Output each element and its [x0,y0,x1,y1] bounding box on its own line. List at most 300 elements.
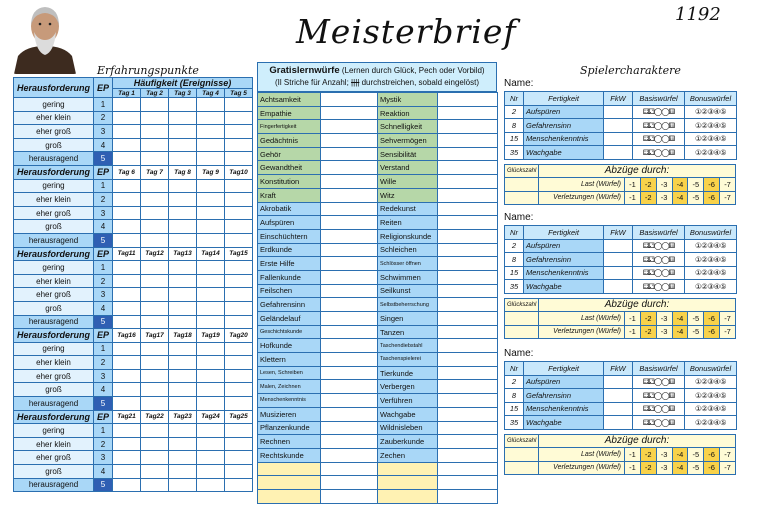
tally-cell[interactable] [225,98,253,112]
tally-cell[interactable] [438,202,498,216]
tally-cell[interactable] [113,193,141,207]
day-label: Tag13 [169,247,197,261]
tally-cell[interactable] [169,301,197,315]
tally-cell[interactable] [141,288,169,302]
tally-cell[interactable] [141,301,169,315]
tally-cell[interactable] [438,366,498,380]
ep-value: 4 [94,138,113,152]
tally-cell[interactable] [141,179,169,193]
tally-cell[interactable] [321,366,378,380]
tally-cell[interactable] [225,397,253,411]
base-dice-icon[interactable]: ⚃⚁◯◯⚅ [633,105,685,119]
challenge-header: Herausforderung [14,247,94,261]
tally-cell[interactable] [169,437,197,451]
tally-cell[interactable] [225,478,253,492]
fkw-cell[interactable] [604,105,633,119]
luck-cell[interactable] [505,448,539,462]
right-section-title: Spielercharaktere [580,64,681,77]
tally-cell[interactable] [169,125,197,139]
tally-cell[interactable] [141,369,169,383]
ep-value: 1 [94,179,113,193]
tally-cell[interactable] [225,179,253,193]
tally-cell[interactable] [225,437,253,451]
tally-cell[interactable] [169,98,197,112]
tally-cell[interactable] [197,111,225,125]
tally-cell[interactable] [197,356,225,370]
tally-cell[interactable] [141,220,169,234]
tally-cell[interactable] [197,179,225,193]
tally-cell[interactable] [169,342,197,356]
tally-cell[interactable] [113,424,141,438]
tally-cell[interactable] [438,175,498,189]
deduction-value[interactable]: -2 [640,448,656,462]
tally-cell[interactable] [321,312,378,326]
column-header: Bonuswürfel [685,226,737,240]
fkw-cell[interactable] [604,402,633,416]
deduction-value[interactable]: -2 [640,191,656,205]
tally-cell[interactable] [321,394,378,408]
fkw-cell[interactable] [604,389,633,403]
tally-cell[interactable] [169,261,197,275]
base-dice-icon[interactable]: ⚃⚁◯◯⚅ [633,239,685,253]
tally-cell[interactable] [321,476,378,490]
tally-cell[interactable] [197,288,225,302]
tally-cell[interactable] [141,111,169,125]
tally-cell[interactable] [321,161,378,175]
tally-cell[interactable] [141,206,169,220]
tally-cell[interactable] [321,462,378,476]
tally-cell[interactable] [197,465,225,479]
tally-cell[interactable] [225,138,253,152]
tally-cell[interactable] [141,451,169,465]
deduction-value[interactable]: -2 [640,325,656,339]
deduction-value[interactable]: -7 [720,325,736,339]
deduction-value[interactable]: -3 [656,461,672,475]
tally-cell[interactable] [321,421,378,435]
tally-cell[interactable] [438,462,498,476]
deduction-value[interactable]: -1 [625,448,641,462]
tally-cell[interactable] [141,478,169,492]
tally-cell[interactable] [321,175,378,189]
tally-cell[interactable] [169,356,197,370]
tally-cell[interactable] [169,424,197,438]
bonus-dice-icon[interactable]: ①②③④⑤ [685,416,737,430]
deduction-value[interactable]: -1 [625,312,641,326]
challenge-level: eher klein [14,437,94,451]
tally-cell[interactable] [438,435,498,449]
base-dice-icon[interactable]: ⚃⚁◯◯⚅ [633,280,685,294]
tally-cell[interactable] [141,424,169,438]
deduction-value[interactable]: -3 [656,191,672,205]
tally-cell[interactable] [438,476,498,490]
base-dice-icon[interactable]: ⚃⚁◯◯⚅ [633,132,685,146]
tally-cell[interactable] [225,301,253,315]
tally-cell[interactable] [321,243,378,257]
tally-cell[interactable] [438,243,498,257]
character-skill-row [505,119,737,133]
deduction-value[interactable]: -5 [688,325,704,339]
tally-cell[interactable] [169,233,197,247]
base-dice-icon[interactable]: ⚃⚁◯◯⚅ [633,416,685,430]
skill-name: Malen, Zeichnen [258,380,321,394]
luck-cell[interactable] [505,325,539,339]
tally-cell[interactable] [113,397,141,411]
tally-cell[interactable] [169,288,197,302]
tally-cell[interactable] [113,301,141,315]
tally-cell[interactable] [113,437,141,451]
deduction-value[interactable]: -5 [688,448,704,462]
deduction-value[interactable]: -7 [720,191,736,205]
tally-cell[interactable] [113,125,141,139]
deduction-value[interactable]: -1 [625,191,641,205]
tally-cell[interactable] [321,298,378,312]
tally-cell[interactable] [169,152,197,166]
tally-cell[interactable] [113,478,141,492]
base-dice-icon[interactable]: ⚃⚁◯◯⚅ [633,266,685,280]
base-dice-icon[interactable]: ⚃⚁◯◯⚅ [633,253,685,267]
skill-name: Gewandtheit [258,161,321,175]
tally-cell[interactable] [321,202,378,216]
tally-cell[interactable] [197,397,225,411]
tally-cell[interactable] [321,407,378,421]
deduction-value[interactable]: -4 [672,191,688,205]
tally-cell[interactable] [321,106,378,120]
tally-cell[interactable] [141,152,169,166]
tally-cell[interactable] [169,206,197,220]
tally-cell[interactable] [141,233,169,247]
ep-value: 2 [94,111,113,125]
tally-cell[interactable] [141,356,169,370]
tally-cell[interactable] [225,274,253,288]
tally-cell[interactable] [225,125,253,139]
bonus-dice-icon[interactable]: ①②③④⑤ [685,105,737,119]
tally-cell[interactable] [113,342,141,356]
deduction-value[interactable]: -6 [704,448,720,462]
tally-cell[interactable] [225,111,253,125]
day-label: Tag25 [225,410,253,424]
challenge-level: eher klein [14,274,94,288]
tally-cell[interactable] [438,93,498,107]
bonus-dice-icon[interactable]: ①②③④⑤ [685,253,737,267]
tally-cell[interactable] [197,424,225,438]
tally-cell[interactable] [321,339,378,353]
deduction-value[interactable]: -1 [625,461,641,475]
tally-cell[interactable] [321,93,378,107]
bonus-dice-icon[interactable]: ①②③④⑤ [685,239,737,253]
luck-cell[interactable] [505,191,539,205]
tally-cell[interactable] [113,274,141,288]
base-dice-icon[interactable]: ⚃⚁◯◯⚅ [633,402,685,416]
skill-name: Singen [378,312,438,326]
tally-cell[interactable] [197,315,225,329]
tally-cell[interactable] [438,339,498,353]
tally-cell[interactable] [225,356,253,370]
tally-cell[interactable] [438,270,498,284]
deduction-value[interactable]: -6 [704,178,720,192]
fkw-cell[interactable] [604,416,633,430]
tally-cell[interactable] [169,369,197,383]
column-header: Bonuswürfel [685,92,737,106]
deduction-value[interactable]: -5 [688,191,704,205]
tally-cell[interactable] [141,138,169,152]
tally-cell[interactable] [321,435,378,449]
tally-cell[interactable] [321,380,378,394]
tally-cell[interactable] [113,356,141,370]
tally-cell[interactable] [197,451,225,465]
tally-cell[interactable] [321,147,378,161]
fkw-cell[interactable] [604,253,633,267]
deduction-value[interactable]: -3 [656,178,672,192]
skill-row [258,380,498,394]
day-label: Tag11 [113,247,141,261]
day-label: Tag18 [169,329,197,343]
tally-cell[interactable] [141,315,169,329]
tally-cell[interactable] [169,451,197,465]
tally-cell[interactable] [225,342,253,356]
fkw-cell[interactable] [604,239,633,253]
bonus-dice-icon[interactable]: ①②③④⑤ [685,266,737,280]
skill-name: Seilkunst [378,284,438,298]
ep-header: EP [94,329,113,343]
skill-header-row [505,362,737,376]
deduction-value[interactable]: -4 [672,178,688,192]
tally-cell[interactable] [438,325,498,339]
base-dice-icon[interactable]: ⚃⚁◯◯⚅ [633,389,685,403]
fkw-cell[interactable] [604,280,633,294]
tally-cell[interactable] [113,465,141,479]
tally-cell[interactable] [113,152,141,166]
deduction-value[interactable]: -4 [672,312,688,326]
tally-cell[interactable] [321,448,378,462]
tally-cell[interactable] [113,206,141,220]
fkw-cell[interactable] [604,266,633,280]
skill-row [258,394,498,408]
tally-cell[interactable] [438,284,498,298]
deduction-value[interactable]: -6 [704,461,720,475]
tally-cell[interactable] [321,284,378,298]
day-label: Tag12 [141,247,169,261]
free-learning-header: Gratislernwürfe (Lernen durch Glück, Pech oder Vorbild) (Il Striche für Anzahl; |||| durchstreichen, sobald eingelöst) [257,62,497,92]
skill-row [258,120,498,134]
tally-cell[interactable] [141,465,169,479]
base-dice-icon[interactable]: ⚃⚁◯◯⚅ [633,146,685,160]
tally-cell[interactable] [169,138,197,152]
deduction-value[interactable]: -6 [704,325,720,339]
tally-cell[interactable] [141,383,169,397]
base-dice-icon[interactable]: ⚃⚁◯◯⚅ [633,119,685,133]
deduction-value[interactable]: -5 [688,461,704,475]
deduction-value[interactable]: -7 [720,461,736,475]
fkw-cell[interactable] [604,119,633,133]
fkw-cell[interactable] [604,375,633,389]
tally-cell[interactable] [438,216,498,230]
tally-cell[interactable] [225,451,253,465]
tally-cell[interactable] [321,120,378,134]
deduction-value[interactable]: -6 [704,191,720,205]
deduction-value[interactable]: -4 [672,325,688,339]
tally-cell[interactable] [321,188,378,202]
deduction-value[interactable]: -6 [704,312,720,326]
tally-cell[interactable] [438,407,498,421]
deduction-value[interactable]: -7 [720,178,736,192]
deductions-title: Abzüge durch: [539,164,736,178]
tally-cell[interactable] [197,193,225,207]
tally-cell[interactable] [197,152,225,166]
tally-cell[interactable] [225,369,253,383]
tally-cell[interactable] [225,288,253,302]
tally-cell[interactable] [225,383,253,397]
tally-cell[interactable] [438,188,498,202]
bonus-dice-icon[interactable]: ①②③④⑤ [685,402,737,416]
tally-cell[interactable] [438,298,498,312]
base-dice-icon[interactable]: ⚃⚁◯◯⚅ [633,375,685,389]
deduction-value[interactable]: -7 [720,448,736,462]
tally-cell[interactable] [169,383,197,397]
tally-cell[interactable] [141,274,169,288]
tally-cell[interactable] [113,98,141,112]
luck-cell[interactable] [505,461,539,475]
tally-cell[interactable] [197,301,225,315]
deduction-value[interactable]: -2 [640,178,656,192]
tally-cell[interactable] [438,448,498,462]
tally-cell[interactable] [438,120,498,134]
tally-cell[interactable] [169,220,197,234]
tally-cell[interactable] [197,478,225,492]
ep-value: 5 [94,152,113,166]
tally-cell[interactable] [113,315,141,329]
tally-cell[interactable] [113,220,141,234]
tally-cell[interactable] [197,274,225,288]
tally-cell[interactable] [141,193,169,207]
bonus-dice-icon[interactable]: ①②③④⑤ [685,280,737,294]
tally-cell[interactable] [321,229,378,243]
fkw-cell[interactable] [604,132,633,146]
deduction-value[interactable]: -4 [672,461,688,475]
tally-cell[interactable] [438,312,498,326]
tally-cell[interactable] [141,342,169,356]
luck-cell[interactable] [505,312,539,326]
tally-cell[interactable] [321,134,378,148]
tally-cell[interactable] [225,424,253,438]
tally-cell[interactable] [197,125,225,139]
tally-cell[interactable] [197,437,225,451]
tally-cell[interactable] [321,489,378,503]
tally-cell[interactable] [169,179,197,193]
tally-cell[interactable] [438,257,498,271]
tally-cell[interactable] [438,421,498,435]
tally-cell[interactable] [197,383,225,397]
deduction-value[interactable]: -2 [640,461,656,475]
deduction-value[interactable]: -3 [656,312,672,326]
deduction-value[interactable]: -2 [640,312,656,326]
tally-cell[interactable] [321,325,378,339]
tally-cell[interactable] [141,125,169,139]
tally-cell[interactable] [225,220,253,234]
tally-cell[interactable] [169,478,197,492]
luck-cell[interactable] [505,178,539,192]
deduction-value[interactable]: -4 [672,448,688,462]
challenge-row [14,261,253,275]
tally-cell[interactable] [141,437,169,451]
deduction-value[interactable]: -3 [656,325,672,339]
bonus-dice-icon[interactable]: ①②③④⑤ [685,146,737,160]
tally-cell[interactable] [169,315,197,329]
tally-cell[interactable] [113,138,141,152]
tally-cell[interactable] [438,106,498,120]
tally-cell[interactable] [225,193,253,207]
tally-cell[interactable] [225,206,253,220]
tally-cell[interactable] [438,134,498,148]
deduction-value[interactable]: -5 [688,178,704,192]
tally-cell[interactable] [438,380,498,394]
deduction-value[interactable]: -7 [720,312,736,326]
tally-cell[interactable] [438,394,498,408]
deduction-value[interactable]: -5 [688,312,704,326]
tally-cell[interactable] [438,229,498,243]
tally-cell[interactable] [113,288,141,302]
bonus-dice-icon[interactable]: ①②③④⑤ [685,132,737,146]
tally-cell[interactable] [197,220,225,234]
tally-cell[interactable] [438,353,498,367]
tally-cell[interactable] [113,383,141,397]
tally-cell[interactable] [113,179,141,193]
tally-cell[interactable] [225,261,253,275]
tally-cell[interactable] [197,261,225,275]
tally-cell[interactable] [321,257,378,271]
tally-cell[interactable] [321,353,378,367]
tally-cell[interactable] [169,397,197,411]
tally-cell[interactable] [321,216,378,230]
tally-cell[interactable] [169,193,197,207]
tally-cell[interactable] [197,233,225,247]
tally-cell[interactable] [197,138,225,152]
tally-cell[interactable] [438,147,498,161]
tally-cell[interactable] [141,397,169,411]
tally-cell[interactable] [197,342,225,356]
fkw-cell[interactable] [604,146,633,160]
tally-cell[interactable] [197,369,225,383]
tally-cell[interactable] [113,233,141,247]
tally-cell[interactable] [225,233,253,247]
deduction-value[interactable]: -1 [625,325,641,339]
tally-cell[interactable] [438,161,498,175]
deduction-value[interactable]: -3 [656,448,672,462]
bonus-dice-icon[interactable]: ①②③④⑤ [685,389,737,403]
day-label: Tag22 [141,410,169,424]
bonus-dice-icon[interactable]: ①②③④⑤ [685,119,737,133]
tally-cell[interactable] [169,274,197,288]
tally-cell[interactable] [169,465,197,479]
tally-cell[interactable] [113,451,141,465]
tally-cell[interactable] [141,261,169,275]
tally-cell[interactable] [113,261,141,275]
tally-cell[interactable] [141,98,169,112]
tally-cell[interactable] [321,270,378,284]
tally-cell[interactable] [225,465,253,479]
tally-cell[interactable] [225,315,253,329]
tally-cell[interactable] [169,111,197,125]
load-row [505,178,736,192]
bonus-dice-icon[interactable]: ①②③④⑤ [685,375,737,389]
tally-cell[interactable] [225,152,253,166]
challenge-row [14,478,253,492]
tally-cell[interactable] [197,98,225,112]
tally-cell[interactable] [438,489,498,503]
tally-cell[interactable] [113,369,141,383]
tally-cell[interactable] [113,111,141,125]
tally-cell[interactable] [197,206,225,220]
deduction-value[interactable]: -1 [625,178,641,192]
